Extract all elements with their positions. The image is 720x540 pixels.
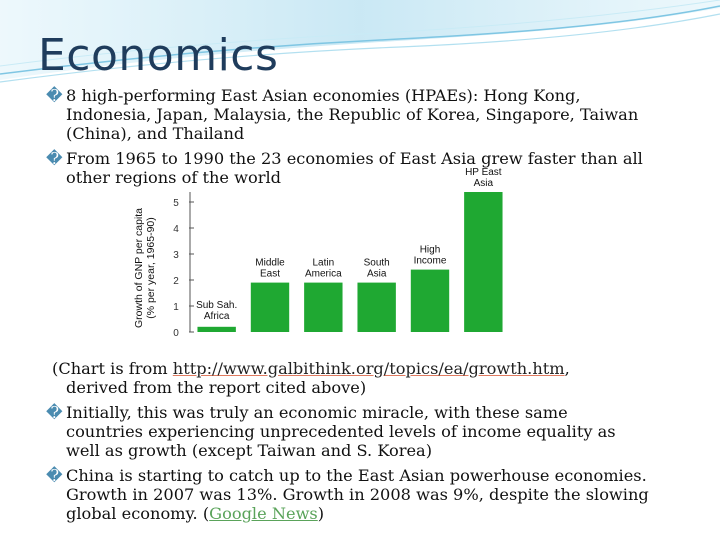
bar-category-label: Asia [473, 178, 494, 189]
source-link[interactable]: http://www.galbithink.org/topics/ea/growth.htm [172, 359, 565, 378]
bullet-text-line: Initially, this was truly an economic miracle, with these same [66, 403, 568, 422]
bullet-text-line: Indonesia, Japan, Malaysia, the Republic of Korea, Singapore, Taiwan [66, 105, 639, 124]
source-suffix: , [564, 359, 570, 378]
last-suffix: ) [317, 504, 325, 523]
source-prefix: (Chart is from [52, 359, 173, 378]
chart-source-note [46, 359, 696, 397]
bar [304, 283, 342, 332]
bar-category-label: Asia [366, 268, 387, 280]
bar [411, 270, 449, 332]
bullet-text-line-last [46, 504, 696, 523]
bullet-text-line: China is starting to catch up to the East Asian powerhouse economies. [66, 466, 647, 485]
bar [464, 192, 502, 332]
bar [357, 283, 395, 332]
y-tick-label: 0 [173, 328, 179, 339]
bar-category-label: Africa [203, 311, 230, 322]
bar-category-label: High [419, 244, 441, 256]
bar [197, 327, 235, 332]
bullet-text-line: 8 high-performing East Asian economies (HPAEs): Hong Kong, [66, 86, 581, 105]
bar-category-label: Sub Sah. [196, 300, 238, 311]
bar [251, 283, 289, 332]
bullet-growth-1965-1990 [46, 149, 696, 187]
source-line2: derived from the report cited above) [66, 378, 367, 397]
google-news-link[interactable]: Google News [209, 504, 318, 523]
bullet-text-line: Growth in 2007 was 13%. Growth in 2008 was 9%, despite the slowing [66, 485, 649, 504]
bar-category-label: South [363, 257, 390, 269]
bar-category-label: Middle [255, 257, 285, 269]
bar-category-label: Latin [312, 257, 335, 269]
y-tick-label: 4 [173, 224, 179, 235]
y-tick-label: 3 [173, 250, 179, 261]
bullet-text-line: countries experiencing unprecedented levels of income equality as [66, 422, 616, 441]
bullet-marker: � [46, 86, 63, 105]
bullet-marker: � [46, 466, 63, 485]
bullet-marker: � [46, 403, 63, 422]
y-tick-label: 2 [173, 276, 179, 287]
bullet-text-line: From 1965 to 1990 the 23 economies of East Asia grew faster than all [66, 149, 643, 168]
bar-category-label: Income [413, 255, 447, 267]
bar-category-label: America [304, 268, 342, 280]
bullet-text-line: (China), and Thailand [66, 124, 245, 143]
bar-category-label: East [259, 268, 281, 280]
y-tick-label: 5 [173, 198, 179, 209]
y-axis-label: (% per year, 1965-90) [145, 217, 157, 319]
bullet-text-line: well as growth (except Taiwan and S. Korea) [66, 441, 433, 460]
y-axis-label: Growth of GNP per capita [133, 207, 145, 329]
bullet-economic-miracle [46, 403, 696, 460]
bullet-marker: � [46, 149, 63, 168]
bullet-hpaes [46, 86, 696, 143]
bullet-china-growth [46, 466, 696, 523]
last-prefix: global economy. ( [66, 504, 210, 523]
bullet-text-line: other regions of the world [66, 168, 282, 187]
bar-category-label: HP East [465, 167, 502, 178]
slide-title: Economics [38, 30, 279, 81]
y-tick-label: 1 [173, 302, 179, 313]
